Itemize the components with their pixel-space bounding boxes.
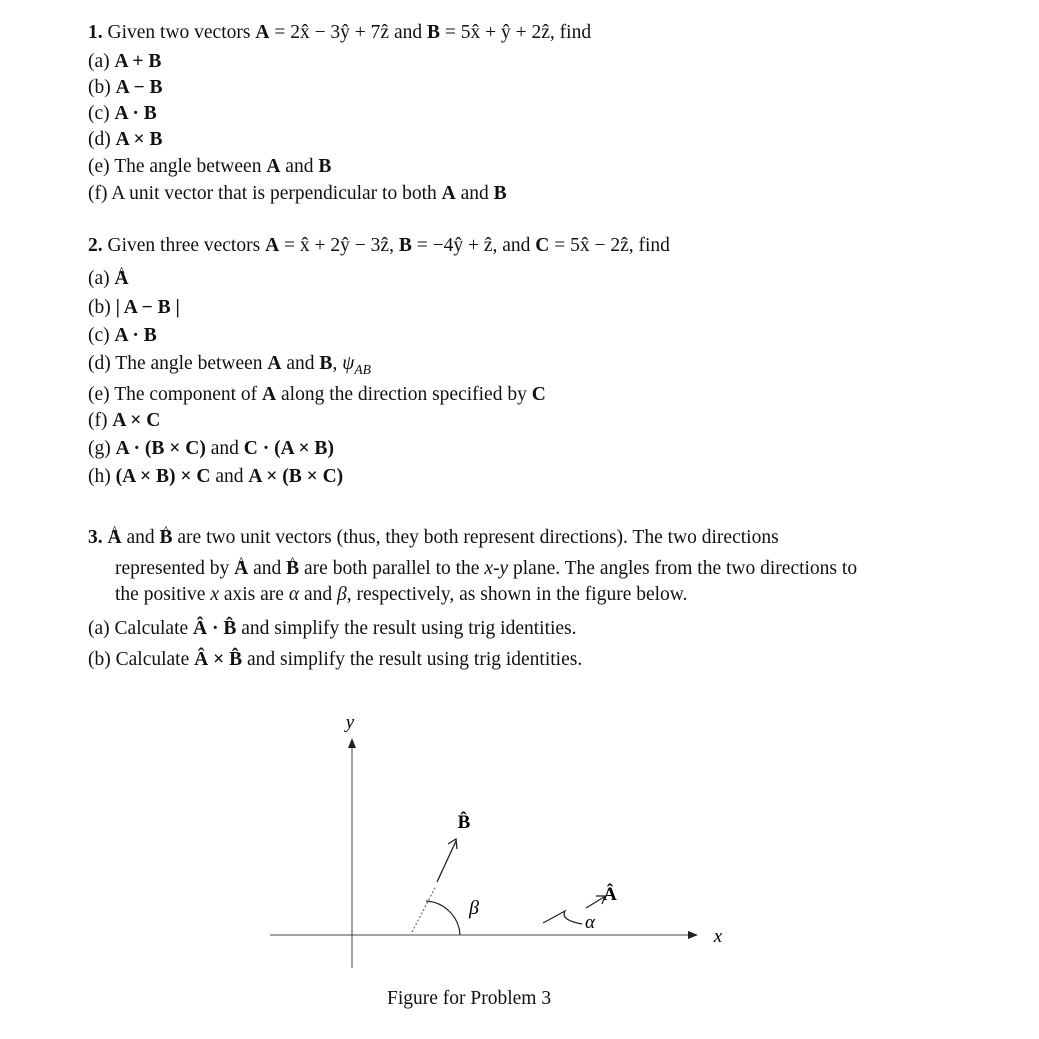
- problem-1-part-e: [88, 154, 331, 180]
- part-label: (h): [88, 466, 111, 487]
- part-label: (b): [88, 649, 111, 670]
- vector-a-name: A: [255, 22, 270, 43]
- part-and: and: [210, 438, 239, 459]
- part-text: The component of: [114, 384, 258, 405]
- vector-c-expr: 5x̂ − 2ẑ: [570, 235, 629, 256]
- problem-2-part-a: [88, 266, 129, 292]
- problem-1-part-c: [88, 101, 157, 127]
- beta-arc: [426, 901, 460, 935]
- problem-1-tail: , find: [549, 22, 592, 43]
- part-text: The angle between: [115, 353, 263, 374]
- problem-2-intro: Given three vectors: [107, 235, 261, 256]
- part-label: (b): [88, 297, 111, 318]
- vector-a-label: Â: [603, 884, 617, 905]
- psi-symbol: ψ: [342, 353, 355, 374]
- and-text: and: [303, 584, 333, 605]
- y-axis-arrowhead: [348, 738, 356, 748]
- alpha-symbol: α: [288, 584, 300, 605]
- vector-a-expr: 2x̂ − 3ŷ + 7ẑ: [290, 22, 390, 43]
- problem-1-part-f: [88, 181, 507, 207]
- part-expr: A × B: [115, 129, 163, 150]
- part-vector: A: [262, 384, 277, 405]
- problem-2-number: 2.: [88, 235, 103, 256]
- problem-1-part-a: [88, 49, 161, 75]
- part-expr: Â · B̂: [193, 618, 237, 639]
- problem-3-text: axis are: [223, 584, 284, 605]
- problem-1-statement: 1. Given two vectors A = 2x̂ − 3ŷ + 7ẑ and B = 5x̂ + ŷ + 2ẑ, find: [88, 22, 592, 43]
- figure-problem-3: [260, 708, 740, 978]
- part-vector: C: [531, 384, 546, 405]
- part-expr: Â × B̂: [194, 649, 243, 670]
- part-expr: A × C: [112, 410, 161, 431]
- part-expr: A × (B × C): [248, 466, 344, 487]
- part-text: A unit vector that is perpendicular to both: [111, 183, 437, 204]
- part-vector: A: [267, 353, 282, 374]
- problem-3-text: the positive: [115, 584, 206, 605]
- unit-vector-b: B ^: [160, 525, 173, 551]
- problem-3-text: , respectively, as shown in the figure below.: [346, 584, 688, 605]
- beta-symbol: β: [336, 584, 347, 605]
- problem-2-tail: , find: [628, 235, 670, 256]
- problem-2-statement: 2. Given three vectors A = x̂ + 2ŷ − 3ẑ, B = −4ŷ + ẑ, and C = 5x̂ − 2ẑ, find: [88, 235, 670, 256]
- part-label: (e): [88, 156, 110, 177]
- part-expr: | A − B |: [115, 297, 180, 318]
- unit-vector-a: A ^: [108, 525, 122, 551]
- problem-1-number: 1.: [88, 22, 103, 43]
- figure-caption: Figure for Problem 3: [387, 988, 552, 1009]
- vector-b-direction-dotted: [412, 886, 436, 932]
- problem-3-part-a: [88, 616, 577, 642]
- problem-2-part-b: [88, 295, 180, 321]
- x-symbol: x: [210, 584, 219, 605]
- part-text: and simplify the result using trig identities.: [246, 649, 583, 670]
- part-expr: A · (B × C): [115, 438, 206, 459]
- and-text: and: [126, 527, 155, 548]
- problem-2-part-c: [88, 323, 157, 349]
- part-label: (g): [88, 438, 111, 459]
- plane-label: x-y: [484, 558, 509, 579]
- part-and: and: [286, 353, 315, 374]
- vector-b-label: B̂: [457, 812, 471, 833]
- psi-subscript: AB: [354, 361, 371, 377]
- problem-3-text: represented by: [115, 558, 230, 579]
- part-expr: C · (A × B): [243, 438, 334, 459]
- part-label: (b): [88, 77, 111, 98]
- problem-1-conj: and: [393, 22, 423, 43]
- problem-3-line-1: [88, 525, 779, 551]
- part-text: Calculate: [114, 618, 189, 639]
- part-label: (c): [88, 325, 110, 346]
- problem-1-intro: Given two vectors: [107, 22, 251, 43]
- part-label: (f): [88, 410, 108, 431]
- part-vector: B: [493, 183, 507, 204]
- part-text: The angle between: [114, 156, 262, 177]
- problem-3-number: 3.: [88, 527, 103, 548]
- alpha-angle-label: α: [585, 912, 595, 933]
- problem-1-part-b: [88, 75, 163, 101]
- problem-2-part-e: [88, 382, 546, 408]
- part-label: (d): [88, 129, 111, 150]
- vector-a-arrow: [586, 897, 604, 908]
- part-vector: A: [266, 156, 281, 177]
- part-and: and: [215, 466, 244, 487]
- part-expr: A − B: [115, 77, 163, 98]
- unit-vector-b: B ^: [286, 556, 299, 582]
- part-and: and: [285, 156, 314, 177]
- part-label: (a): [88, 51, 110, 72]
- vector-b-arrow: [437, 841, 456, 882]
- part-label: (e): [88, 384, 110, 405]
- problem-2-part-f: [88, 408, 160, 434]
- vector-c-name: C: [535, 235, 550, 256]
- problem-3-part-b: [88, 647, 582, 673]
- problem-3-line-3: [115, 582, 688, 608]
- x-axis-arrowhead: [688, 931, 698, 939]
- problem-1-part-d: [88, 127, 163, 153]
- separator: ,: [389, 235, 394, 256]
- problem-3-text: plane. The angles from the two directions to: [513, 558, 858, 579]
- vector-a-expr: x̂ + 2ŷ − 3ẑ: [299, 235, 390, 256]
- part-vector: A: [441, 183, 456, 204]
- vector-b-expr: 5x̂ + ŷ + 2ẑ: [460, 22, 550, 43]
- vector-b-name: B: [427, 22, 441, 43]
- x-axis-label: x: [713, 926, 723, 947]
- problem-3-text: are two unit vectors (thus, they both represent directions). The two directions: [177, 527, 779, 548]
- part-vector: B: [318, 156, 332, 177]
- problem-2-conj: , and: [492, 235, 531, 256]
- part-expr: (A × B) × C: [115, 466, 211, 487]
- problem-3-text: are both parallel to the: [304, 558, 480, 579]
- part-text: Calculate: [115, 649, 190, 670]
- part-expr: A + B: [114, 51, 162, 72]
- problem-2-part-d: (d) The angle between A and B, $\psi_{AB}$: [88, 353, 371, 377]
- and-text: and: [253, 558, 282, 579]
- part-text: along the direction specified by: [281, 384, 527, 405]
- part-label: (c): [88, 103, 110, 124]
- part-expr: A · B: [114, 325, 157, 346]
- part-label: (f): [88, 183, 108, 204]
- alpha-arc: [543, 911, 582, 924]
- vector-b-name: B: [398, 235, 412, 256]
- part-label: (a): [88, 618, 110, 639]
- part-text: and simplify the result using trig identities.: [241, 618, 577, 639]
- part-and: and: [460, 183, 489, 204]
- unit-vector-a: A ^: [234, 556, 248, 582]
- y-axis-label: y: [345, 712, 355, 733]
- problem-2-part-g: [88, 436, 334, 462]
- problem-2-part-h: [88, 464, 343, 490]
- part-label: (d): [88, 353, 111, 374]
- part-vector: B: [319, 353, 333, 374]
- part-expr: A · B: [114, 103, 157, 124]
- vector-b-expr: −4ŷ + ẑ: [432, 235, 493, 256]
- part-expr: A ^: [115, 266, 129, 292]
- problem-3-line-2: [115, 556, 857, 582]
- part-label: (a): [88, 268, 110, 289]
- beta-angle-label: β: [469, 897, 479, 919]
- vector-a-name: A: [265, 235, 280, 256]
